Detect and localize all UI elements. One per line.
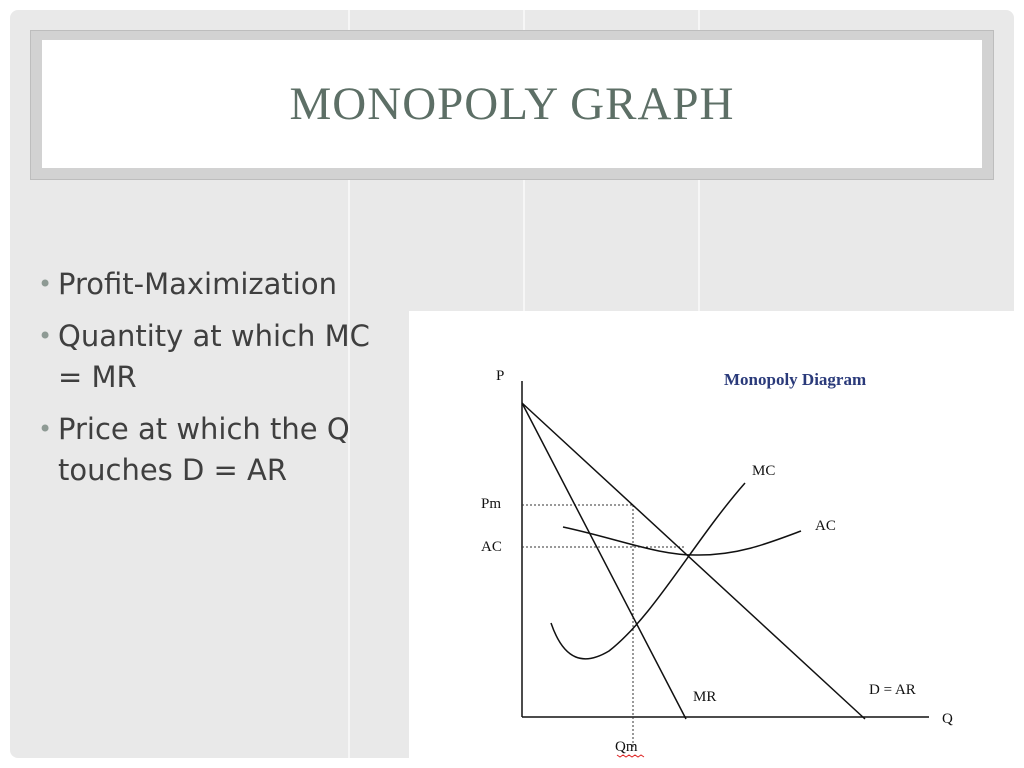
bullet-item (38, 409, 408, 491)
bullet-icon: • (38, 270, 53, 298)
diagram-svg (409, 311, 1024, 768)
bullet-icon: • (38, 415, 53, 443)
demand-curve (522, 403, 865, 719)
mr-label: MR (693, 689, 717, 705)
ac-axis-label: AC (481, 539, 502, 555)
slide-title: MONOPOLY GRAPH (289, 78, 735, 130)
x-axis-label: Q (942, 711, 953, 727)
mc-label: MC (752, 463, 776, 479)
bullet-item (38, 316, 378, 398)
diagram-title: Monopoly Diagram (724, 370, 867, 389)
monopoly-diagram (409, 311, 1024, 768)
bullet-text: Profit-Maximization (58, 267, 337, 301)
mr-curve (522, 403, 686, 719)
spellcheck-underline (617, 755, 644, 757)
qm-label: Qm (615, 739, 638, 755)
bullet-icon: • (38, 322, 53, 350)
mc-curve (551, 483, 745, 659)
bullet-list (38, 264, 418, 502)
bullet-text: Quantity at which MC = MR (58, 319, 370, 394)
ac-curve-label: AC (815, 518, 836, 534)
bullet-item (38, 264, 418, 305)
pm-label: Pm (481, 496, 502, 512)
demand-label: D = AR (869, 682, 916, 698)
title-frame (30, 30, 994, 180)
title-box (42, 40, 982, 168)
y-axis-label: P (496, 368, 505, 384)
bullet-text: Price at which the Q touches D = AR (58, 412, 350, 487)
